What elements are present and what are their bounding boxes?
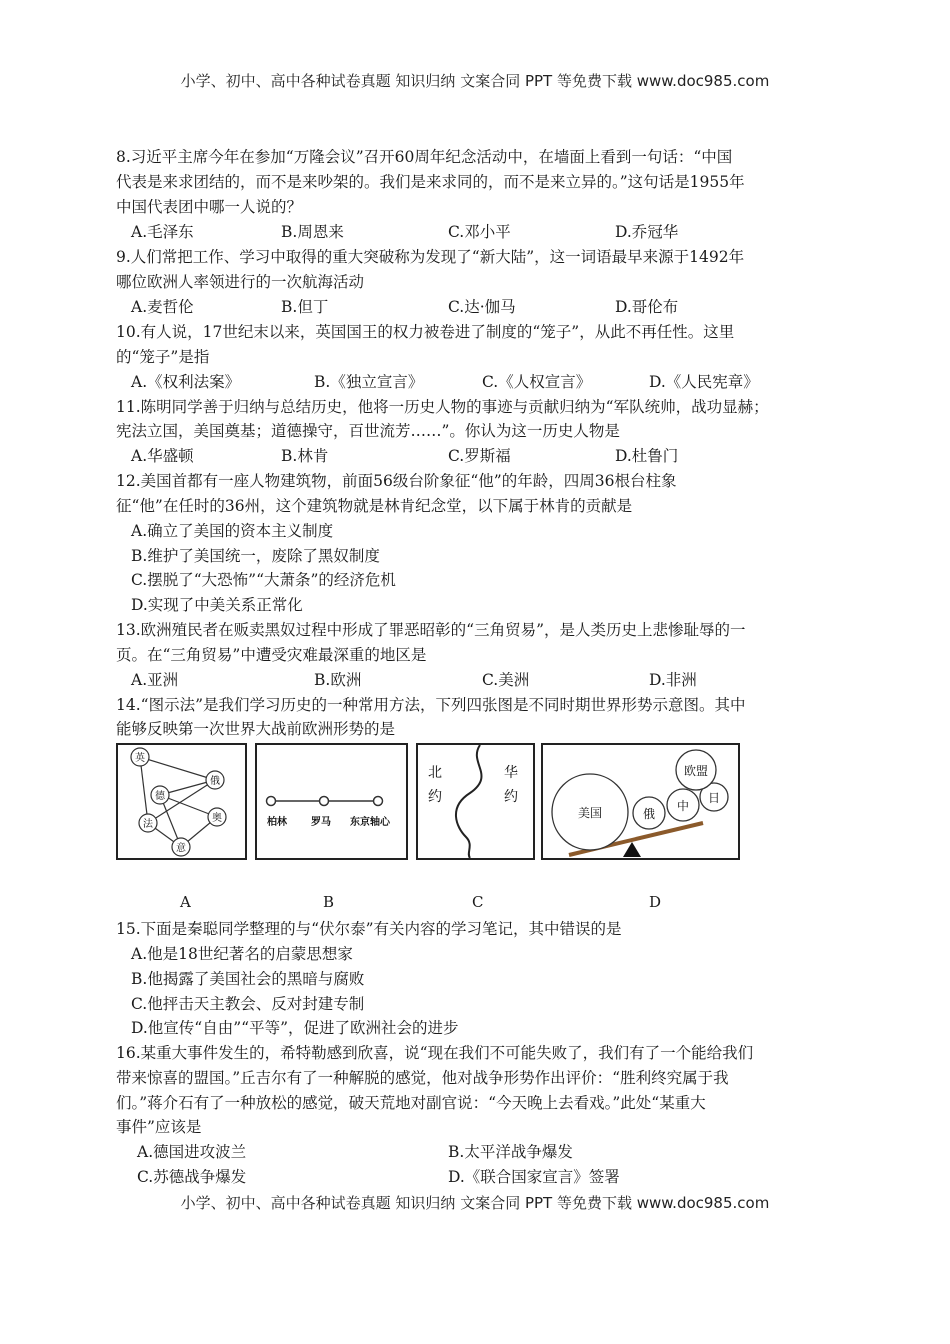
fig-a-node-austria: 奥 [212, 813, 222, 824]
figure-caption-d: D [649, 893, 662, 911]
fig-a-node-russia: 俄 [210, 776, 220, 787]
figure-caption-c: C [472, 893, 484, 911]
q8-line-1: 8.习近平主席今年在参加“万隆会议”召开60周年纪念活动中，在墙面上看到一句话：“中国 [116, 148, 733, 166]
figure-b [255, 743, 408, 860]
fig-c-right-1: 华 [504, 765, 518, 781]
figure-caption-b: B [323, 893, 335, 911]
q15-option-c: C.他抨击天主教会、反对封建专制 [131, 995, 365, 1013]
q16-option-d: D.《联合国家宣言》签署 [448, 1168, 620, 1186]
q13-line-2: 页。在“三角贸易”中遭受灾难最深重的地区是 [116, 646, 427, 664]
fig-a-node-germany: 德 [155, 791, 165, 802]
page-header: 小学、初中、高中各种试卷真题 知识归纳 文案合同 PPT 等免费下载 www.doc985.com [180, 72, 770, 90]
q10-option-c: C.《人权宣言》 [482, 373, 592, 391]
q13-option-d: D.非洲 [649, 671, 697, 689]
fig-c-right-2: 约 [504, 789, 518, 805]
q10-line-2: 的“笼子”是指 [116, 348, 210, 366]
fig-c-left-2: 约 [428, 789, 442, 805]
q12-line-2: 征“他”在任时的36州，这个建筑物就是林肯纪念堂，以下属于林肯的贡献是 [116, 497, 633, 515]
q8-line-2: 代表是来求团结的，而不是来吵架的。我们是来求同的，而不是来立异的。”这句话是1955年 [116, 173, 745, 191]
q12-option-c: C.摆脱了“大恐怖”“大萧条”的经济危机 [131, 571, 396, 589]
q13-option-c: C.美洲 [482, 671, 530, 689]
q11-option-a: A.华盛顿 [131, 447, 194, 465]
q9-option-d: D.哥伦布 [615, 298, 679, 316]
q16-line-1: 16.某重大事件发生的，希特勒感到欣喜，说“现在我们不可能失败了，我们有了一个能给我们 [116, 1044, 754, 1062]
q12-line-1: 12.美国首都有一座人物建筑物，前面56级台阶象征“他”的年龄，四周36根台柱象 [116, 472, 677, 490]
q9-option-c: C.达·伽马 [448, 298, 516, 316]
fig-d-label-usa: 美国 [577, 806, 603, 820]
q12-option-a: A.确立了美国的资本主义制度 [131, 522, 334, 540]
q13-option-a: A.亚洲 [131, 671, 179, 689]
q11-option-b: B.林肯 [281, 447, 329, 465]
fig-b-label-berlin: 柏林 [267, 817, 287, 828]
fig-d-label-eu: 欧盟 [683, 764, 709, 778]
q12-option-d: D.实现了中美关系正常化 [131, 596, 303, 614]
q11-line-2: 宪法立国，美国奠基；道德操守，百世流芳……”。你认为这一历史人物是 [116, 422, 620, 440]
fig-d-label-japan: 日 [707, 791, 721, 805]
q8-option-d: D.乔冠华 [615, 223, 679, 241]
q16-line-2: 带来惊喜的盟国。”丘吉尔有了一种解脱的感觉，他对战争形势作出评价：“胜利终究属于我 [116, 1069, 729, 1087]
q11-option-c: C.罗斯福 [448, 447, 511, 465]
q9-line-1: 9.人们常把工作、学习中取得的重大突破称为发现了“新大陆”，这一词语最早来源于1492年 [116, 248, 745, 266]
fig-c-left-1: 北 [428, 765, 442, 781]
fig-b-label-tokyo-axis: 东京轴心 [350, 817, 390, 828]
q16-option-b: B.太平洋战争爆发 [448, 1143, 573, 1161]
q14-line-1: 14.“图示法”是我们学习历史的一种常用方法，下列四张图是不同时期世界形势示意图。其中 [116, 696, 746, 714]
fig-a-node-uk: 英 [135, 753, 145, 764]
q8-option-c: C.邓小平 [448, 223, 511, 241]
q9-option-b: B.但丁 [281, 298, 329, 316]
q10-option-a: A.《权利法案》 [131, 373, 241, 391]
q8-option-b: B.周恩来 [281, 223, 344, 241]
q11-line-1: 11.陈明同学善于归纳与总结历史，他将一历史人物的事迹与贡献归纳为“军队统帅，战功显赫； [116, 398, 769, 416]
q16-option-a: A.德国进攻波兰 [137, 1143, 247, 1161]
q16-line-3: 们。”蒋介石有了一种放松的感觉，破天荒地对副官说：“今天晚上去看戏。”此处“某重大 [116, 1094, 706, 1112]
fig-d-label-russia: 俄 [642, 807, 656, 821]
figure-d [541, 743, 740, 860]
q9-option-a: A.麦哲伦 [131, 298, 194, 316]
q9-line-2: 哪位欧洲人率领进行的一次航海活动 [116, 273, 365, 291]
figure-c [416, 743, 535, 860]
q12-option-b: B.维护了美国统一，废除了黑奴制度 [131, 547, 380, 565]
q15-option-b: B.他揭露了美国社会的黑暗与腐败 [131, 970, 365, 988]
figure-a [116, 743, 247, 860]
q16-option-c: C.苏德战争爆发 [137, 1168, 247, 1186]
q16-line-4: 事件”应该是 [116, 1118, 202, 1136]
figure-caption-a: A [180, 893, 191, 911]
q15-line-1: 15.下面是秦聪同学整理的与“伏尔泰”有关内容的学习笔记，其中错误的是 [116, 920, 622, 938]
q13-option-b: B.欧洲 [314, 671, 362, 689]
q8-line-3: 中国代表团中哪一人说的？ [116, 198, 303, 216]
q15-option-a: A.他是18世纪著名的启蒙思想家 [131, 945, 353, 963]
q15-option-d: D.他宣传“自由”“平等”，促进了欧洲社会的进步 [131, 1019, 459, 1037]
q10-line-1: 10.有人说，17世纪末以来，英国国王的权力被卷进了制度的“笼子”，从此不再任性。这里 [116, 323, 735, 341]
fig-a-node-france: 法 [143, 819, 153, 830]
page-footer: 小学、初中、高中各种试卷真题 知识归纳 文案合同 PPT 等免费下载 www.doc985.com [180, 1194, 770, 1212]
fig-b-label-rome: 罗马 [311, 817, 331, 828]
fig-a-node-italy: 意 [176, 843, 186, 854]
q13-line-1: 13.欧洲殖民者在贩卖黑奴过程中形成了罪恶昭彰的“三角贸易”，是人类历史上悲惨耻辱的一 [116, 621, 746, 639]
q14-line-2: 能够反映第一次世界大战前欧洲形势的是 [116, 720, 396, 738]
fig-d-label-china: 中 [676, 799, 690, 813]
q11-option-d: D.杜鲁门 [615, 447, 679, 465]
q8-option-a: A.毛泽东 [131, 223, 194, 241]
q10-option-b: B.《独立宣言》 [314, 373, 424, 391]
q10-option-d: D.《人民宪章》 [649, 373, 759, 391]
